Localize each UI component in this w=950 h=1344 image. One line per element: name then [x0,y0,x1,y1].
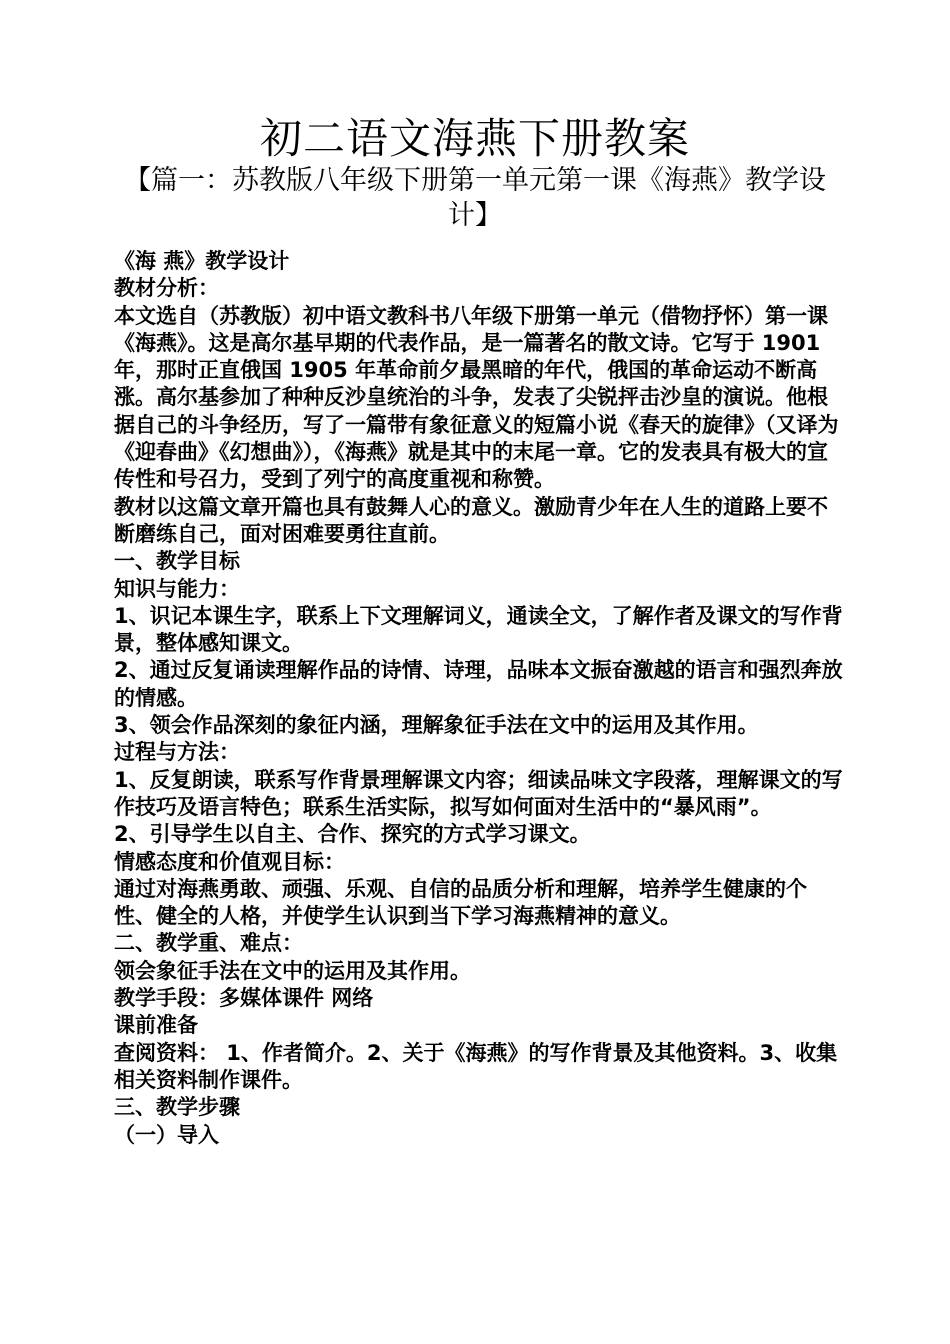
teaching-means: 教学手段：多媒体课件 网络 [114,986,374,1011]
subheading-emotion-values: 情感态度和价值观目标： [114,849,345,874]
document-title: 初二语文海燕下册教案 [259,114,690,163]
key-points-paragraph: 领会象征手法在文中的运用及其作用。 [114,958,471,983]
goal-item-2: 2、通过反复诵读理解作品的诗情、诗理，品味本文振奋激越的语言和强烈奔放的情感。 [114,658,843,710]
material-meaning-paragraph: 教材以这篇文章开篇也具有鼓舞人心的意义。激励青少年在人生的道路上要不断磨练自己，面对困难要勇往直前。 [114,494,828,546]
document-subtitle: 【篇一：苏教版八年级下册第一单元第一课《海燕》教学设计】 [124,165,826,231]
goal-item-1: 1、识记本课生字，联系上下文理解词义，通读全文，了解作者及课文的写作背景，整体感知课文。 [114,603,843,656]
material-analysis-paragraph: 本文选自（苏教版）初中语文教科书八年级下册第一单元（借物抒怀）第一课《海燕》。这是高尔基早期的代表作品，是一篇著名的散文诗。它写于 1901 年，那时正直俄国 1905 年革命前夕最黑暗的年代，俄国的革命运动不断高涨。高尔基参加了种种反沙皇统治的斗争，发表了尖锐抨击沙皇的演说。他根据自己的斗争经历，写了一篇带有象征意义的短篇小说《春天的旋律》（又译为《迎春曲》《幻想曲》），《海燕》就是其中的末尾一章。它的发表具有极大的宣传性和号召力，受到了列宁的高度重视和称赞。 [114,303,839,492]
preparation-heading: 课前准备 [114,1013,198,1038]
section-heading-teaching-steps: 三、教学步骤 [114,1095,240,1120]
subheading-process-method: 过程与方法： [114,740,240,765]
step-heading-introduction: （一）导入 [114,1122,219,1147]
goal-item-3: 3、领会作品深刻的象征内涵，理解象征手法在文中的运用及其作用。 [114,713,759,738]
process-item-1: 1、反复朗读，联系写作背景理解课文内容；细读品味文字段落，理解课文的写作技巧及语言特色；联系生活实际，拟写如何面对生活中的“暴风雨”。 [114,767,843,819]
process-item-2: 2、引导学生以自主、合作、探究的方式学习课文。 [114,822,591,847]
section-heading-key-points: 二、教学重、难点： [114,931,303,956]
subheading-knowledge-ability: 知识与能力： [114,576,240,601]
lesson-design-heading: 《海 燕》教学设计 [114,249,290,273]
emotion-values-paragraph: 通过对海燕勇敢、顽强、乐观、自信的品质分析和理解，培养学生健康的个性、健全的人格，并使学生认识到当下学习海燕精神的意义。 [114,876,807,929]
material-analysis-heading: 教材分析： [114,276,219,301]
section-heading-teaching-goals: 一、教学目标 [114,549,240,574]
preparation-paragraph: 查阅资料： 1、作者简介。2、关于《海燕》的写作背景及其他资料。3、收集相关资料制作课件。 [114,1040,838,1092]
document-body [114,248,846,1149]
